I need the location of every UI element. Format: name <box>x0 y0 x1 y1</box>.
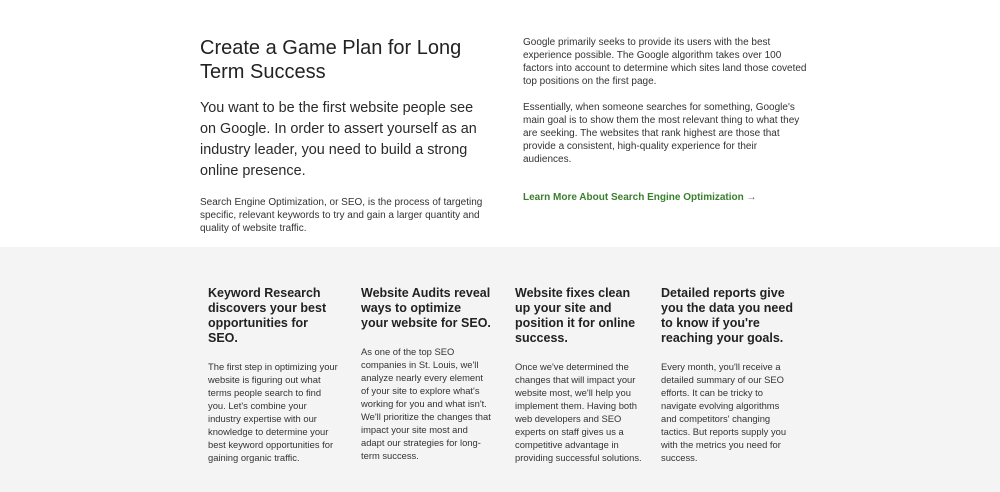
feature-text: Every month, you'll receive a detailed summary of our SEO efforts. It can be tricky to navigate evolving algorithms and competitors' changing tactics. But reports supply you with the metrics you need for success. <box>661 361 787 463</box>
feature-text: As one of the top SEO companies in St. Louis, we'll analyze nearly every element of your site to explore what's working for you and what isn't. We'll prioritize the changes that impact your site most and adapt our strategies for long-term success. <box>361 346 491 461</box>
feature-card-keyword-research <box>208 286 338 464</box>
features-section <box>0 247 1000 492</box>
feature-text: Once we've determined the changes that will impact your website most, we'll help you implement them. Having both web developers and SEO experts on staff gives us a competitive advantage in providing successful solutions. <box>515 361 642 463</box>
feature-title: Keyword Research discovers your best opportunities for SEO. <box>208 286 327 345</box>
aside-paragraph-2: Essentially, when someone searches for something, Google's main goal is to show them the most relevant thing to what they are seeking. The websites that rank highest are those that provide a consistent, high-quality experience for their audiences. <box>523 102 800 165</box>
feature-card-website-fixes <box>515 286 645 464</box>
intro-body: Search Engine Optimization, or SEO, is the process of targeting specific, relevant keywords to try and gain a larger quantity and quality of website traffic. <box>200 197 483 234</box>
aside-paragraph-1: Google primarily seeks to provide its users with the best experience possible. The Google algorithm takes over 100 factors into account to determine which sites land those coveted top positions on the first page. <box>523 37 807 87</box>
intro-lead: You want to be the first website people see on Google. In order to assert yourself as an industry leader, you need to build a strong online presence. <box>200 100 477 179</box>
feature-text: The first step in optimizing your website is figuring out what terms people search to find you. Let's combine your industry expertise with our knowledge to determine your best keyword opportunities for gaining organic traffic. <box>208 361 338 463</box>
feature-title: Detailed reports give you the data you need to know if you're reaching your goals. <box>661 286 793 345</box>
feature-title: Website fixes clean up your site and position it for online success. <box>515 286 636 345</box>
learn-more-link[interactable]: Learn More About Search Engine Optimization → <box>523 192 757 203</box>
aside-column <box>523 36 808 205</box>
intro-column <box>200 36 490 235</box>
intro-headline: Create a Game Plan for Long Term Success <box>200 37 462 83</box>
feature-title: Website Audits reveal ways to optimize your website for SEO. <box>361 286 491 330</box>
feature-card-detailed-reports <box>661 286 796 464</box>
feature-card-website-audits <box>361 286 491 462</box>
